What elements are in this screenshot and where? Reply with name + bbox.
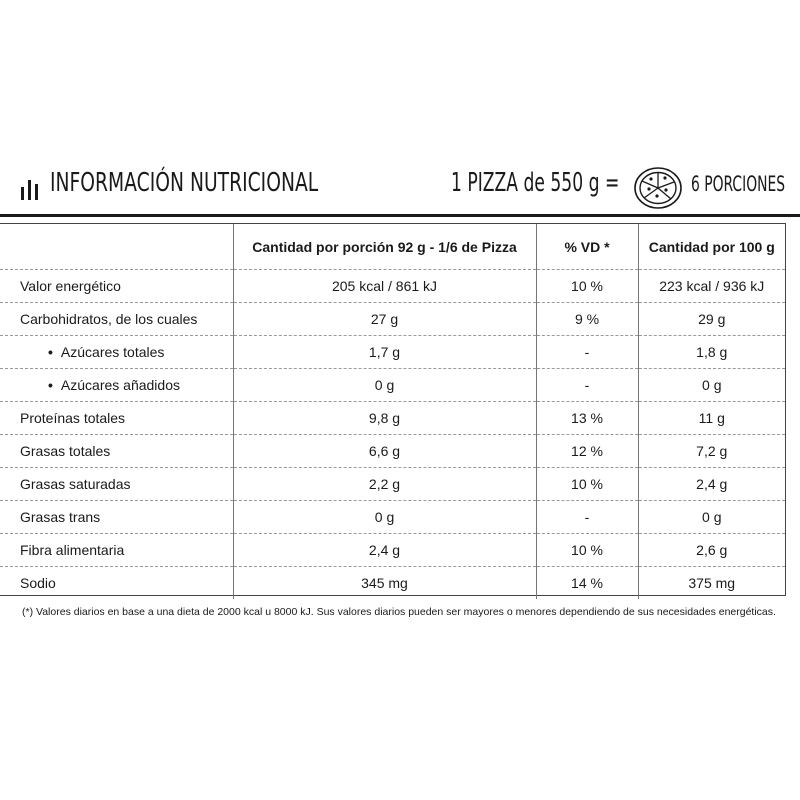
portions-label: 6 PORCIONES — [691, 172, 786, 196]
col-header-per-serving: Cantidad por porción 92 g - 1/6 de Pizza — [233, 224, 536, 270]
page-title: INFORMACIÓN NUTRICIONAL — [50, 168, 319, 198]
per-100g-value: 1,8 g — [638, 336, 785, 369]
footnote: (*) Valores diarios en base a una dieta de 2000 kcal u 8000 kJ. Sus valores diarios pueden ser mayores o menores dependiendo de sus necesidades energéticas. — [22, 606, 776, 618]
pizza-icon — [633, 165, 683, 211]
per-100g-value: 0 g — [638, 501, 785, 534]
table-row — [0, 303, 785, 336]
table-row — [0, 567, 785, 600]
per-serving-value: 9,8 g — [233, 402, 536, 435]
per-serving-value: 2,2 g — [233, 468, 536, 501]
col-header-vd: % VD * — [536, 224, 638, 270]
nutrient-name: Grasas trans — [0, 501, 233, 534]
table-header-row — [0, 224, 785, 270]
per-100g-value: 2,4 g — [638, 468, 785, 501]
vd-value: 9 % — [536, 303, 638, 336]
nutrient-name: Carbohidratos, de los cuales — [0, 303, 233, 336]
table-row — [0, 270, 785, 303]
per-serving-value: 205 kcal / 861 kJ — [233, 270, 536, 303]
nutrition-table — [0, 223, 786, 596]
col-header-per-100g: Cantidad por 100 g — [638, 224, 785, 270]
per-serving-value: 27 g — [233, 303, 536, 336]
nutrient-sub-label: Azúcares añadidos — [60, 377, 180, 393]
per-100g-value: 0 g — [638, 369, 785, 402]
table-row — [0, 501, 785, 534]
vd-value: - — [536, 369, 638, 402]
table-row — [0, 435, 785, 468]
table-row — [0, 369, 785, 402]
header-rule — [0, 214, 800, 217]
vd-value: 10 % — [536, 468, 638, 501]
per-serving-value: 1,7 g — [233, 336, 536, 369]
nutrient-name — [0, 336, 233, 369]
vd-value: 12 % — [536, 435, 638, 468]
vd-value: 10 % — [536, 534, 638, 567]
per-serving-value: 6,6 g — [233, 435, 536, 468]
nutrient-name: Valor energético — [0, 270, 233, 303]
per-100g-value: 375 mg — [688, 575, 736, 591]
per-100g-value: 29 g — [638, 303, 785, 336]
nutrient-name: Grasas saturadas — [0, 468, 233, 501]
table-row — [0, 534, 785, 567]
header — [0, 160, 800, 216]
vd-value: 14 % — [536, 567, 638, 600]
nutrient-name: Grasas totales — [0, 435, 233, 468]
per-100g-value: 11 g — [638, 402, 785, 435]
per-serving-value: 0 g — [233, 369, 536, 402]
per-100g-value: 7,2 g — [638, 435, 785, 468]
per-100g-value: 2,6 g — [638, 534, 785, 567]
vd-value: 13 % — [536, 402, 638, 435]
nutrient-name — [0, 369, 233, 402]
nutrient-name: Proteínas totales — [0, 402, 233, 435]
nutrient-sub-label: Azúcares totales — [60, 344, 165, 360]
bar-chart-icon — [20, 174, 44, 200]
col-header-nutrient — [0, 224, 233, 270]
nutrient-name: Fibra alimentaria — [0, 534, 233, 567]
vd-value: 10 % — [536, 270, 638, 303]
table-row — [0, 336, 785, 369]
bullet: • — [48, 377, 53, 393]
pizza-weight: 1 PIZZA de 550 g = — [451, 168, 620, 198]
vd-value: - — [536, 336, 638, 369]
nutrient-name: Sodio — [0, 567, 233, 600]
per-serving-value: 0 g — [233, 501, 536, 534]
per-serving-value: 345 mg — [233, 567, 536, 600]
table-row — [0, 468, 785, 501]
bullet: • — [48, 344, 53, 360]
per-serving-value: 2,4 g — [233, 534, 536, 567]
per-100g-value: 223 kcal / 936 kJ — [638, 270, 785, 303]
table-row — [0, 402, 785, 435]
vd-value: - — [536, 501, 638, 534]
